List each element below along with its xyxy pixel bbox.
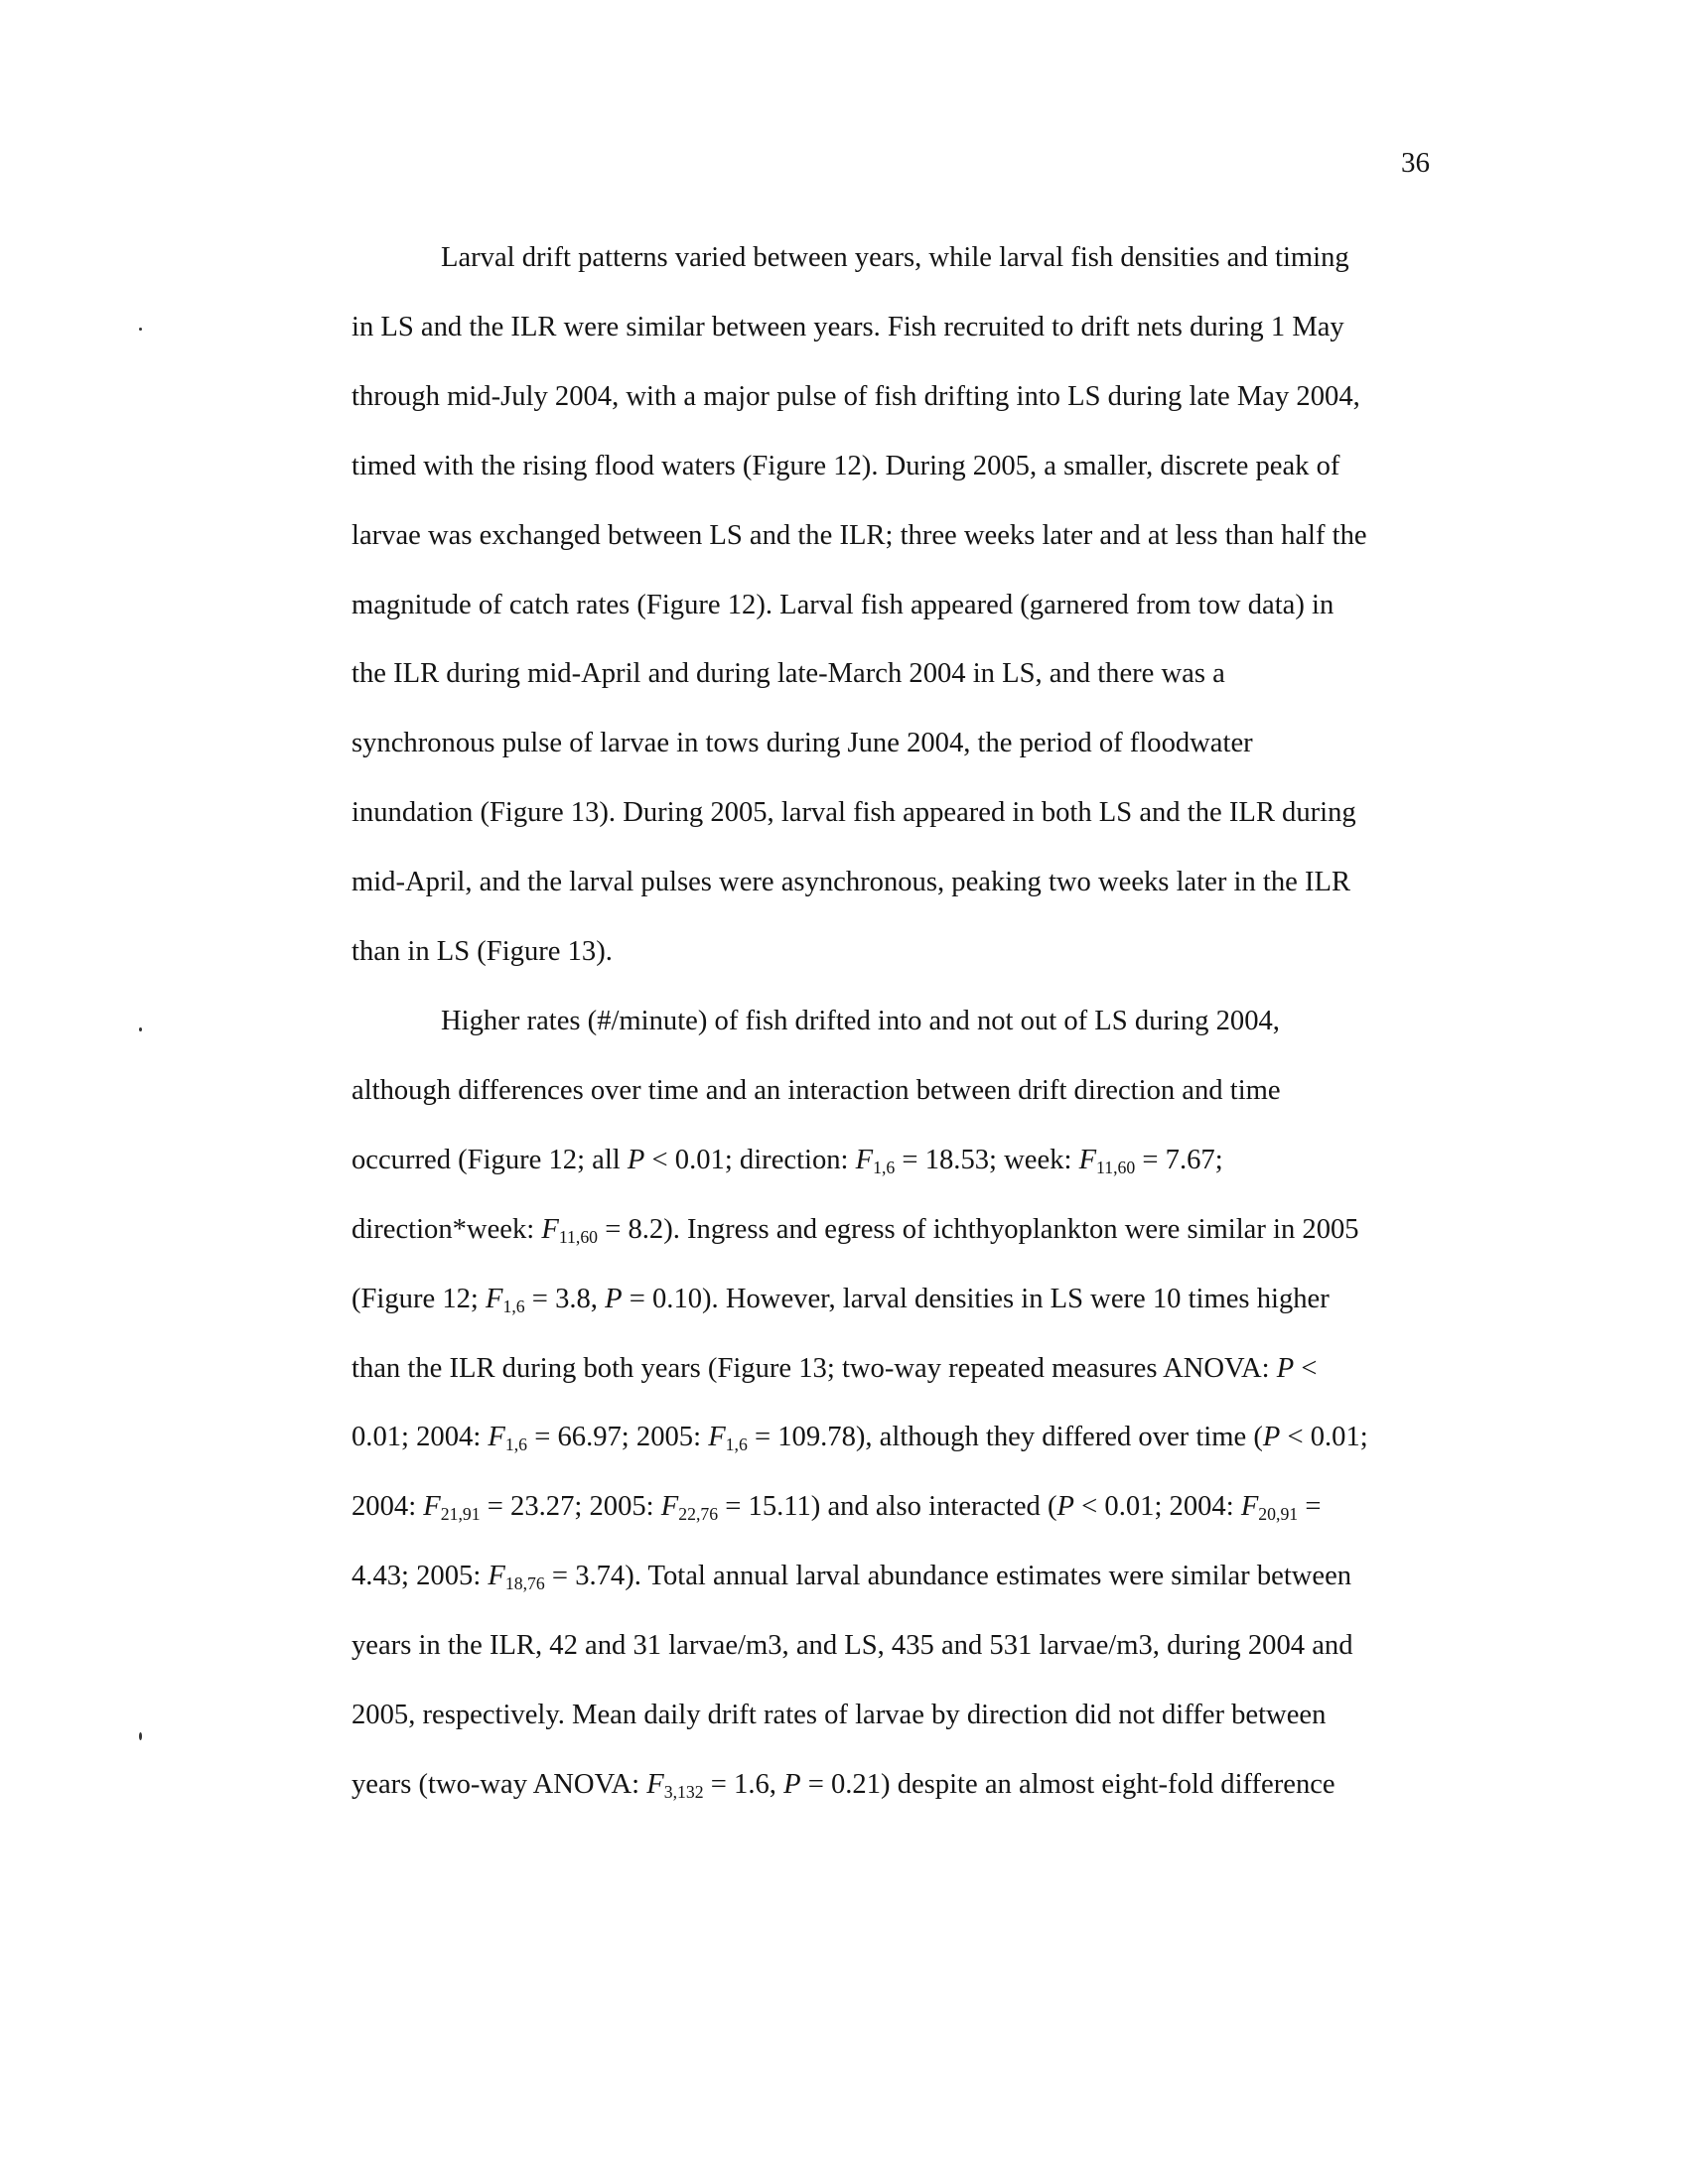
text-line: although differences over time and an interaction between drift direction and time — [351, 1074, 1281, 1106]
text-line: Larval drift patterns varied between years, while larval fish densities and timing — [441, 242, 1349, 273]
text-line: timed with the rising flood waters (Figure 12). During 2005, a smaller, discrete peak of — [351, 450, 1340, 481]
text-line: years (two-way ANOVA: $F_{3,132} = 1.6$, P = 0.21) despite an almost eight-fold difference — [351, 1768, 1335, 1802]
text-line: than in LS (Figure 13). — [351, 936, 613, 968]
text-line: Higher rates (#/minute) of fish drifted into and not out of LS during 2004, — [441, 1005, 1280, 1036]
text-line: 0.01; 2004: $F_{1,6} = 66.97$; 2005: $F_{1,6} = 109.78$), although they differed over time (P < 0.01; — [351, 1422, 1368, 1455]
scan-mark — [139, 328, 142, 331]
text-line: inundation (Figure 13). During 2005, larval fish appeared in both LS and the ILR during — [351, 797, 1356, 829]
scan-mark — [139, 1732, 142, 1740]
text-line: the ILR during mid-April and during late-March 2004 in LS, and there was a — [351, 658, 1225, 690]
body-text — [351, 223, 1434, 1820]
text-line: than the ILR during both years (Figure 13; two-way repeated measures ANOVA: P < — [351, 1352, 1318, 1384]
text-line: synchronous pulse of larvae in tows during June 2004, the period of floodwater — [351, 728, 1253, 759]
text-line: in LS and the ILR were similar between years. Fish recruited to drift nets during 1 May — [351, 311, 1344, 342]
text-line: occurred (Figure 12; all P < 0.01; direction: $F_{1,6} = 18.53$; week: $F_{11,60} = 7.67$; — [351, 1144, 1223, 1177]
text-line: 2005, respectively. Mean daily drift rates of larvae by direction did not differ between — [351, 1700, 1327, 1731]
text-line: years in the ILR, 42 and 31 larvae/m3, and LS, 435 and 531 larvae/m3, during 2004 and — [351, 1630, 1353, 1662]
text-line: direction*week: $F_{11,60} = 8.2$). Ingress and egress of ichthyoplankton were similar in 2005 — [351, 1213, 1359, 1247]
text-line: mid-April, and the larval pulses were asynchronous, peaking two weeks later in the ILR — [351, 867, 1351, 898]
text-line: (Figure 12; $F_{1,6} = 3.8$, P = 0.10). However, larval densities in LS were 10 times higher — [351, 1283, 1330, 1316]
text-line: 4.43; 2005: $F_{18,76} = 3.74$). Total annual larval abundance estimates were similar between — [351, 1561, 1352, 1594]
text-line: through mid-July 2004, with a major pulse of fish drifting into LS during late May 2004, — [351, 380, 1360, 412]
scan-mark — [139, 1027, 142, 1031]
paragraph-larval-drift-patterns — [351, 223, 1434, 987]
page-number: 36 — [1401, 147, 1430, 179]
paragraph-drift-rates-statistics — [351, 987, 1434, 1820]
text-line: magnitude of catch rates (Figure 12). Larval fish appeared (garnered from tow data) in — [351, 589, 1334, 620]
text-line: larvae was exchanged between LS and the ILR; three weeks later and at less than half the — [351, 519, 1367, 551]
text-line: 2004: $F_{21,91} = 23.27$; 2005: $F_{22,76} = 15.11$) and also interacted (P < 0.01; 2004: $F_{20,91}$ = — [351, 1491, 1322, 1525]
